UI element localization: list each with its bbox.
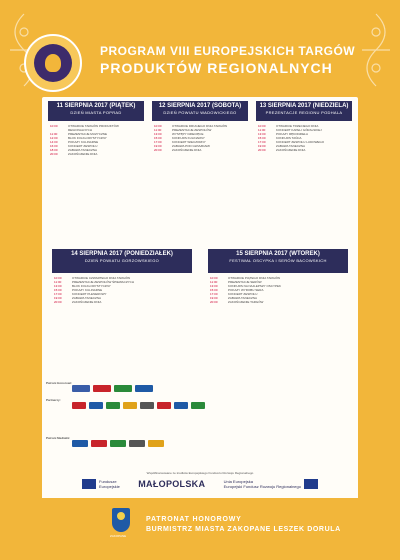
day-date: 15 SIERPNIA 2017 (WTOREK) bbox=[236, 251, 320, 257]
list-item: 13:00 BLOK FOLKLORYSTYCZNY bbox=[54, 284, 111, 288]
list-item: 16:00 KONCERT ZESPOŁU bbox=[50, 144, 98, 148]
day-header bbox=[52, 249, 192, 273]
day-header bbox=[208, 249, 348, 273]
sponsor-logo-icon bbox=[93, 385, 111, 392]
sponsor-logo-icon bbox=[91, 440, 107, 447]
list-item: 11:00 PREZENTACJE ZESPOŁÓW ŚPIEWACZYCH bbox=[54, 280, 135, 284]
sponsor-logo-icon bbox=[157, 402, 171, 409]
day-subtitle: DZIEŃ POWIATU WADOWICKIEGO bbox=[163, 110, 237, 115]
list-item: 20:00 ZAKOŃCZENIE DNIA bbox=[154, 148, 202, 152]
list-item: 14:00 POKAZY KULINARNE bbox=[50, 140, 99, 144]
sponsor-logo-icon bbox=[135, 385, 153, 392]
sponsor-logo-icon bbox=[72, 385, 90, 392]
day-schedule bbox=[152, 121, 248, 155]
list-item: 10:00 OTWARCIE PIĄTEGO DNIA TARGÓW bbox=[210, 276, 281, 280]
day-date: 11 SIERPNIA 2017 (PIĄTEK) bbox=[56, 103, 136, 109]
sponsor-logos-honorary bbox=[72, 385, 352, 392]
list-item: 19:00 ZABAWA TANECZNA bbox=[54, 296, 102, 300]
funding-section bbox=[42, 470, 358, 498]
day-1 bbox=[48, 101, 144, 159]
list-item: 10:00 OTWARCIE TARGÓW PRODUKTÓW REGIONALNYCH bbox=[50, 124, 119, 132]
list-item: 19:00 ZABAWA TANECZNA bbox=[210, 296, 258, 300]
fe-flag-icon bbox=[82, 479, 96, 489]
day-header bbox=[48, 101, 144, 121]
patron-text bbox=[146, 516, 341, 533]
list-item: 15:00 POKAZY WYROBU SERA bbox=[210, 288, 264, 292]
day-subtitle: PREZENTACJE REGIONU PODHALA bbox=[265, 110, 343, 115]
list-item: 13:00 WYSTĘPY DZIECIĘCE bbox=[154, 132, 204, 136]
list-item: 11:00 KONCERT KAPELI GÓRALSKIEJ bbox=[258, 128, 322, 132]
sponsor-logo-icon bbox=[114, 385, 132, 392]
day-header bbox=[152, 101, 248, 121]
crest-caption: ZAKOPANE bbox=[110, 534, 127, 538]
day-date: 13 SIERPNIA 2017 (NIEDZIELA) bbox=[259, 103, 349, 109]
list-item: 17:00 KONCERT WIECZORNY bbox=[154, 140, 206, 144]
day-date: 14 SIERPNIA 2017 (PONIEDZIAŁEK) bbox=[71, 251, 173, 257]
title bbox=[100, 44, 390, 76]
sponsor-label-media: Patroni Medialni: bbox=[46, 436, 71, 440]
patron-line-1: PATRONAT HONOROWY bbox=[146, 516, 242, 523]
sponsor-label-honorary: Patroni Honorowi: bbox=[46, 381, 72, 385]
list-item: 20:00 ZAKOŃCZENIE DNIA bbox=[258, 148, 306, 152]
day-subtitle: DZIEŃ MIASTA POPRAD bbox=[70, 110, 122, 115]
day-date: 12 SIERPNIA 2017 (SOBOTA) bbox=[158, 103, 242, 109]
list-item: 15:00 KONKURS TAŃCA bbox=[258, 136, 302, 140]
header bbox=[0, 0, 400, 96]
sponsor-logos-partners bbox=[72, 402, 352, 409]
sponsor-logo-icon bbox=[72, 402, 86, 409]
list-item: 10:00 OTWARCIE DRUGIEGO DNIA TARGÓW bbox=[154, 124, 228, 128]
list-item: 17:00 KONCERT PLENEROWY bbox=[54, 292, 107, 296]
title-line-2: PRODUKTÓW REGIONALNYCH bbox=[100, 60, 333, 76]
patron-line-2: BURMISTRZ MIASTA ZAKOPANE LESZEK DORULA bbox=[146, 526, 341, 533]
list-item: 15:00 POKAZY KULINARNE bbox=[54, 288, 103, 292]
sponsor-logo-icon bbox=[89, 402, 103, 409]
sponsor-logo-icon bbox=[129, 440, 145, 447]
list-item: 10:00 OTWARCIE CZWARTEGO DNIA TARGÓW bbox=[54, 276, 131, 280]
sponsor-logo-icon bbox=[110, 440, 126, 447]
list-item: 20:00 ZAKOŃCZENIE DNIA bbox=[54, 300, 102, 304]
list-item: 18:00 ZABAWA TANECZNA bbox=[50, 148, 98, 152]
day-schedule bbox=[256, 121, 352, 155]
eu-flag-icon bbox=[304, 479, 318, 489]
fe-line-2: Europejskie bbox=[99, 484, 120, 489]
list-item: 17:00 KONCERT ZESPOŁU LUDOWEGO bbox=[258, 140, 325, 144]
eu-line-1: Unia Europejska bbox=[223, 479, 253, 484]
eu-logo bbox=[224, 479, 318, 489]
sponsor-logo-icon bbox=[106, 402, 120, 409]
sponsor-logo-icon bbox=[140, 402, 154, 409]
fe-logo bbox=[82, 479, 120, 489]
list-item: 17:00 KONCERT ZESPOŁU bbox=[210, 292, 258, 296]
sponsor-logo-icon bbox=[123, 402, 137, 409]
zakopane-crest-icon bbox=[112, 508, 130, 532]
day-5 bbox=[208, 249, 348, 307]
fair-logo-icon bbox=[24, 34, 82, 92]
sponsor-logos-media bbox=[72, 440, 352, 447]
list-item: 19:00 ZABAWA POD GWIAZDAMI bbox=[154, 144, 210, 148]
fe-line-1: Fundusze bbox=[99, 479, 117, 484]
list-item: 11:00 PREZENTACJE SERÓW bbox=[210, 280, 262, 284]
malopolska-logo: MAŁOPOLSKA bbox=[138, 479, 206, 489]
list-item: 20:00 ZAKOŃCZENIE DNIA bbox=[50, 152, 98, 156]
list-item: 11:00 PREZENTACJE MUZYCZNE bbox=[50, 132, 107, 136]
funding-note: Współfinansowane ze środków Europejskiego Funduszu Rozwoju Regionalnego bbox=[146, 471, 254, 475]
list-item: 15:00 KONKURS KULINARNY bbox=[154, 136, 205, 140]
day-subtitle: DZIEŃ POWIATU GORZOWSKIEGO bbox=[84, 258, 160, 263]
day-schedule bbox=[208, 273, 348, 307]
list-item: 11:00 PREZENTACJE ZESPOŁÓW bbox=[154, 128, 212, 132]
day-4 bbox=[52, 249, 192, 307]
day-header bbox=[256, 101, 352, 121]
day-2 bbox=[152, 101, 248, 155]
day-subtitle: FESTIWAL OSCYPKA I SERÓW BACOWSKICH bbox=[229, 258, 327, 263]
list-item: 13:00 KONKURS NA NAJLEPSZY OSCYPEK bbox=[210, 284, 281, 288]
list-item: 10:00 OTWARCIE TRZECIEGO DNIA bbox=[258, 124, 319, 128]
sponsor-logo-icon bbox=[174, 402, 188, 409]
title-line-1: PROGRAM VIII EUROPEJSKICH TARGÓW bbox=[100, 44, 356, 58]
list-item: 19:00 ZABAWA TANECZNA bbox=[258, 144, 306, 148]
list-item: 12:00 BLOK FOLKLORYSTYCZNY bbox=[50, 136, 107, 140]
list-item: 20:00 ZAKOŃCZENIE TARGÓW bbox=[210, 300, 264, 304]
list-item: 13:00 POKAZY RĘKODZIEŁA bbox=[258, 132, 308, 136]
eu-line-2: Europejski Fundusz Rozwoju Regionalnego bbox=[223, 484, 301, 489]
day-3 bbox=[256, 101, 352, 155]
day-schedule bbox=[52, 273, 192, 307]
sponsor-logo-icon bbox=[148, 440, 164, 447]
sponsor-label-partners: Partnerzy: bbox=[46, 398, 61, 402]
funding-logos bbox=[82, 479, 318, 489]
day-schedule bbox=[48, 121, 144, 159]
sponsor-logo-icon bbox=[72, 440, 88, 447]
sponsor-logo-icon bbox=[191, 402, 205, 409]
